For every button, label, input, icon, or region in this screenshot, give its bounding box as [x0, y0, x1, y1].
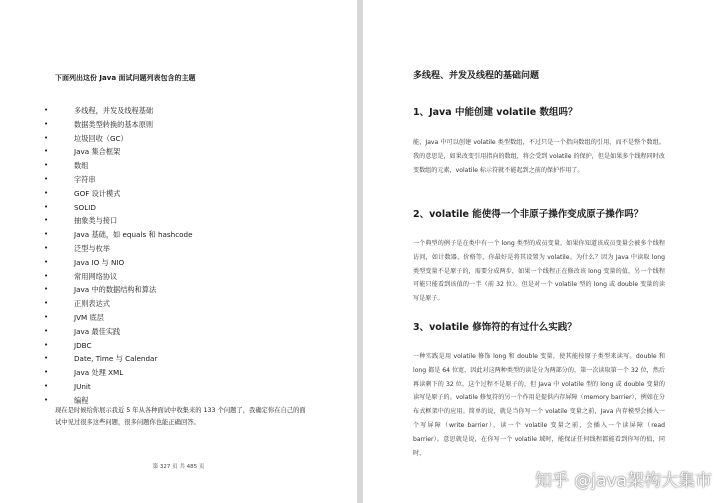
- topic-label: 常用网络协议: [74, 271, 118, 281]
- topic-label: 多线程，并发及线程基础: [74, 106, 154, 115]
- topic-item: [44, 297, 193, 311]
- topic-label: 编程: [74, 395, 89, 405]
- topic-label: Java 最佳实践: [74, 326, 121, 336]
- topic-item: [44, 132, 193, 146]
- topic-item: [44, 339, 193, 353]
- bullet-icon: •: [44, 257, 49, 266]
- topic-label: 数据类型转换的基本原则: [74, 119, 154, 129]
- topic-item: [44, 366, 193, 380]
- topic-item: [44, 242, 193, 256]
- question-2-body: 一个典型的例子是在类中有一个 long 类型的成员变量。如果你知道该成员变量会被多个线程访问，如计数器、价格等，你最好是将其设置为 volatile。为什么？因为 Java 中读取 long 类型变量不是原子的，需要分成两步，如果一个线程正在修改该 long 变量的值，另一个线程可能只能看到该值的一半（前 32 位）。但是对一个 volatile 型的 long 或 double 变量的读写是原子。: [413, 240, 665, 303]
- right-page: [363, 0, 720, 503]
- topic-list: [44, 104, 193, 408]
- question-3-body: 一种实践是用 volatile 修饰 long 和 double 变量，使其能按原子类型来读写。double 和 long 都是 64 位宽，因此对这两种类型的读是分为两部分的，第一次读取第一个 32 位，然后再读剩下的 32 位，这个过程不是原子的，但 Java 中 volatile 型的 long 或 double 变量的读写是原子的。volatile 修复符的另一个作用是提供内存屏障（memory barrier），例如在分布式框架中的应用。简单的说，就是当你写一个 volatile 变量之前，Java 内存模型会插入一个写屏障（write barrier），读一个 volatile 变量之前，会插入一个读屏障（read barrier）。意思就是说，在你写一个 volatile 域时，能保证任何线程都能看到你写的值，同时，: [413, 353, 665, 457]
- topic-item: [44, 159, 193, 173]
- topic-label: Date, Time 与 Calendar: [74, 354, 158, 364]
- bullet-icon: •: [44, 161, 49, 170]
- bullet-icon: •: [44, 271, 49, 280]
- page-footer: 第 327 页 共 485 页: [152, 464, 205, 470]
- bullet-icon: •: [44, 119, 49, 128]
- topic-label: JDBC: [74, 340, 92, 350]
- bullet-icon: •: [44, 202, 49, 211]
- bullet-icon: •: [44, 216, 49, 225]
- topic-item: [44, 256, 193, 270]
- topic-label: SOLID: [74, 202, 96, 212]
- topic-item: [44, 201, 193, 215]
- topic-item: [44, 214, 193, 228]
- bullet-icon: •: [44, 147, 49, 156]
- question-3-title: 3、volatile 修饰符的有过什么实践？: [413, 322, 577, 333]
- bullet-icon: •: [44, 285, 49, 294]
- topic-label: 抽象类与接口: [74, 216, 118, 226]
- topics-intro: 下面列出这份 Java 面试问题列表包含的主题: [55, 74, 196, 82]
- question-2-title: 2、volatile 能使得一个非原子操作变成原子操作吗？: [413, 209, 644, 220]
- topic-label: Java IO 与 NIO: [74, 257, 125, 267]
- question-1-title: 1、Java 中能创建 volatile 数组吗？: [413, 107, 578, 118]
- bullet-icon: •: [44, 106, 49, 114]
- topic-item: [44, 325, 193, 339]
- bullet-icon: •: [44, 354, 49, 363]
- bullet-icon: •: [44, 326, 49, 335]
- topic-label: GOF 设计模式: [74, 188, 121, 198]
- topic-item: [44, 145, 193, 159]
- topic-label: JVM 底层: [74, 312, 104, 322]
- bullet-icon: •: [44, 312, 49, 321]
- topic-item: [44, 311, 193, 325]
- topic-item: [44, 173, 193, 187]
- bullet-icon: •: [44, 133, 49, 142]
- bullet-icon: •: [44, 395, 49, 404]
- topic-item: [44, 104, 193, 118]
- topic-label: 字符串: [74, 174, 96, 184]
- topic-label: 正则表达式: [74, 299, 110, 309]
- left-page: [0, 0, 357, 503]
- section-title: 多线程、并发及线程的基础问题: [413, 71, 540, 81]
- topic-label: 数组: [74, 161, 89, 171]
- topic-label: 泛型与枚举: [74, 243, 110, 253]
- topic-item: [44, 380, 193, 394]
- topic-item: [44, 283, 193, 297]
- watermark-text: 知乎 @java架构大集市: [534, 471, 712, 491]
- topic-item: [44, 228, 193, 242]
- bullet-icon: •: [44, 174, 49, 183]
- bullet-icon: •: [44, 299, 49, 308]
- topic-label: 垃圾回收（GC）: [74, 133, 128, 143]
- question-1-body: 能，Java 中可以创建 volatile 类型数组，不过只是一个指向数组的引用，而不是整个数组。我的意思是，如果改变引用指向的数组，将会受到 volatile 的保护，但是如果多个线程同时改变数组的元素，volatile 标示符就不能起到之前的保护作用了。: [413, 139, 665, 174]
- topic-item: [44, 352, 193, 366]
- topic-label: Java 处理 XML: [74, 368, 124, 378]
- topic-label: Java 中的数据结构和算法: [74, 285, 157, 295]
- bullet-icon: •: [44, 340, 49, 349]
- bullet-icon: •: [44, 188, 49, 197]
- topic-label: Java 基础，如 equals 和 hashcode: [74, 230, 193, 240]
- topic-label: JUnit: [74, 381, 91, 391]
- bullet-icon: •: [44, 243, 49, 252]
- bullet-icon: •: [44, 381, 49, 390]
- topic-item: [44, 118, 193, 132]
- bullet-icon: •: [44, 230, 49, 239]
- bullet-icon: •: [44, 368, 49, 377]
- topic-item: [44, 270, 193, 284]
- topic-item: [44, 187, 193, 201]
- topic-label: Java 集合框架: [74, 147, 121, 157]
- intro-paragraph: 现在是时候给你展示我近 5 年从各种面试中收集来的 133 个问题了，我确定你在自己的面试中见过很多这些问题，很多问题你也能正确回答。: [55, 407, 306, 426]
